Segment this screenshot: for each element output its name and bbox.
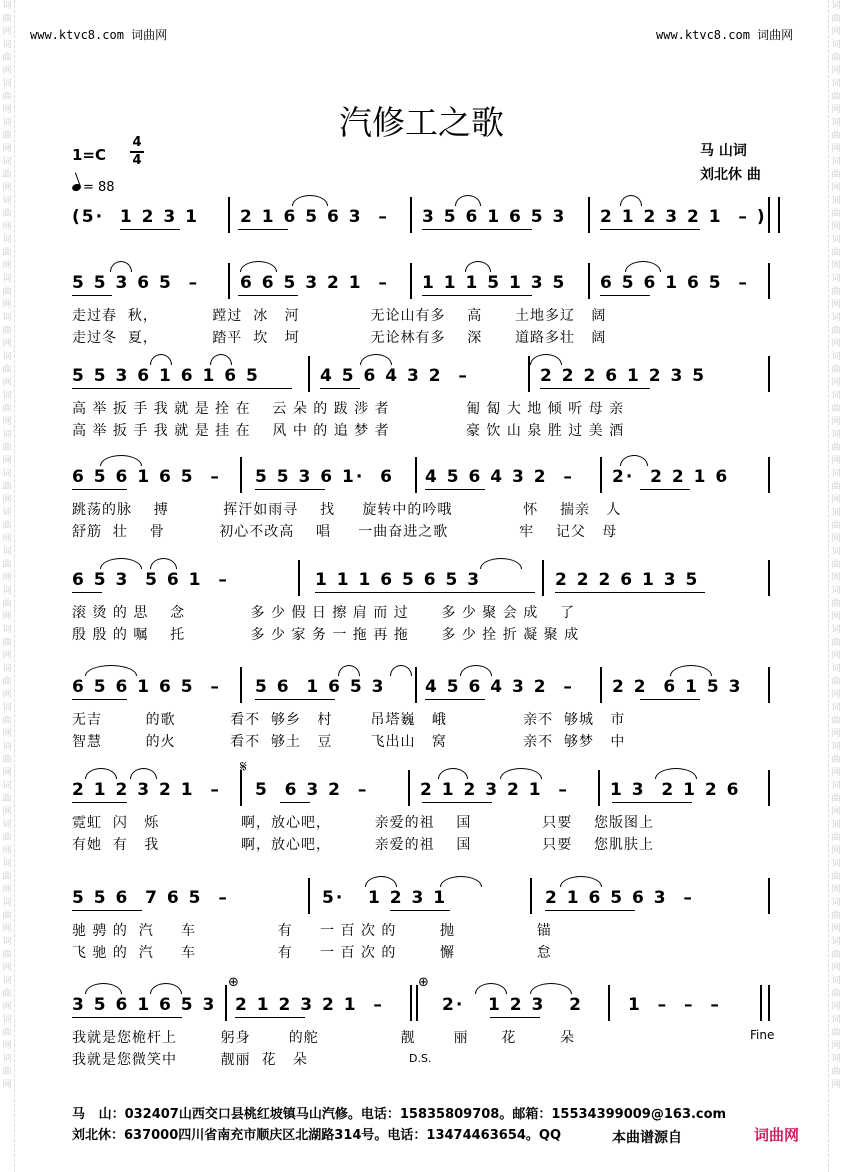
footer-contact-liu-beixiu: 刘北休：637000四川省南充市顺庆区北湖路314号。电话：13474463654。QQ — [72, 1128, 562, 1143]
bar-line — [240, 457, 242, 493]
song-title: 汽修工之歌 — [339, 103, 504, 142]
slur — [360, 354, 392, 365]
slur — [365, 876, 397, 887]
beam-underline — [490, 1017, 540, 1019]
slur — [85, 665, 137, 676]
measure: 6 6 5 3 2 1 – — [240, 273, 389, 293]
header-site-right[interactable]: www.ktvc8.com 词曲网 — [656, 28, 794, 42]
measure: 5 5 3 6 5 – — [72, 273, 200, 293]
bar-line — [768, 878, 770, 914]
slur — [500, 768, 542, 779]
measure: 5 6 3 2 – — [255, 780, 369, 800]
bar-line — [778, 197, 780, 233]
notes-row — [60, 273, 780, 297]
lyric-line: 高 举 扳 手 我 就 是 拴 在 云 朵 的 跋 涉 者 匍 匐 大 地 倾 听 母 亲 — [72, 401, 625, 417]
notes-row — [60, 570, 780, 594]
beam-underline — [72, 699, 127, 701]
beam-underline — [72, 1017, 182, 1019]
bar-line — [588, 197, 590, 233]
measure: 5 5 3 6 1 6 1 6 5 — [72, 366, 260, 386]
bar-line — [760, 985, 762, 1021]
lyric-line: 我就是您桅杆上 躬身 的舵 靓 丽 花 朵 — [72, 1030, 575, 1046]
beam-underline — [72, 489, 127, 491]
time-signature — [130, 136, 144, 168]
beam-underline — [315, 592, 535, 594]
notes-row — [60, 888, 780, 912]
measure: 5 5 3 6 1· 6 — [255, 467, 394, 487]
bar-line — [308, 356, 310, 392]
lyric-line: 跳荡的脉 搏 挥汗如雨寻 找 旋转中的吟哦 怀 揣亲 人 — [72, 502, 622, 518]
slur — [100, 455, 142, 466]
slur — [475, 983, 507, 994]
measure: 1 3 2 1 2 6 — [610, 780, 741, 800]
beam-underline — [640, 699, 700, 701]
ds-mark: D.S. — [409, 1052, 432, 1065]
bar-line — [598, 770, 600, 806]
lyric-line: 无吉 的歌 看不 够乡 村 吊塔巍 峨 亲不 够城 市 — [72, 712, 626, 728]
slur — [625, 261, 661, 272]
left-watermark-strip: 词曲网词曲网词曲网词曲网词曲网词曲网词曲网词曲网词曲网词曲网词曲网词曲网词曲网词曲网词曲网词曲网词曲网词曲网词曲网词曲网词曲网词曲网词曲网词曲网词曲网词曲网词曲网词曲网 — [0, 0, 15, 1172]
beam-underline — [390, 910, 450, 912]
slur — [460, 665, 492, 676]
slur — [150, 983, 182, 994]
notes-row — [60, 467, 780, 491]
lyric-line: 智慧 的火 看不 够土 豆 飞出山 窝 亲不 够梦 中 — [72, 734, 626, 750]
bar-line — [768, 263, 770, 299]
beam-underline — [425, 699, 485, 701]
header-site-left[interactable]: www.ktvc8.com 词曲网 — [30, 28, 168, 42]
footer-contact-ma-shan: 马 山：032407山西交口县桃红坡镇马山汽修。电话：15835809708。邮箱：15534399009@163.com — [72, 1107, 727, 1122]
bar-line — [768, 356, 770, 392]
measure: 2 1 2 3 2 1 – — [420, 780, 569, 800]
measure: 2 2 2 6 1 2 3 5 — [540, 366, 707, 386]
slur — [338, 665, 360, 676]
measure: 2 1 2 3 2 1 – — [72, 780, 221, 800]
bar-line — [416, 985, 418, 1021]
measure: 2· 2 2 1 6 — [612, 467, 730, 487]
bar-line — [408, 770, 410, 806]
tempo-value: = 88 — [83, 180, 115, 195]
beam-underline — [540, 388, 650, 390]
measure: 2 1 6 5 6 3 – — [545, 888, 694, 908]
beam-underline — [72, 802, 127, 804]
beam-underline — [422, 229, 532, 231]
lyric-line: 霓虹 闪 烁 啊，放心吧， 亲爱的祖 国 只要 您版图上 — [72, 815, 655, 831]
slur — [465, 261, 491, 272]
quarter-note-icon — [71, 183, 82, 193]
bar-line — [768, 197, 770, 233]
beam-underline — [555, 592, 705, 594]
measure: 2 1 2 3 2 1 – ) — [600, 207, 767, 227]
slur — [620, 455, 648, 466]
tempo-marking — [72, 180, 115, 195]
beam-underline — [545, 910, 635, 912]
lyric-line: 有她 有 我 啊，放心吧， 亲爱的祖 国 只要 您肌肤上 — [72, 837, 655, 853]
beam-underline — [238, 229, 288, 231]
lyric-line: 驰 骋 的 汽 车 有 一 百 次 的 抛 锚 — [72, 923, 552, 939]
slur — [655, 768, 697, 779]
beam-underline — [255, 489, 325, 491]
bar-line — [542, 560, 544, 596]
measure: (5· 1 2 3 1 — [72, 207, 199, 227]
beam-underline — [600, 229, 700, 231]
slur — [440, 876, 482, 887]
bar-line — [225, 985, 227, 1021]
beam-underline — [422, 295, 532, 297]
brand-logo[interactable]: 词曲网 — [754, 1126, 800, 1144]
lyric-line: 走过春 秋， 蹚过 冰 河 无论山有多 高 土地多辽 阔 — [72, 308, 607, 324]
lyric-line: 殷 殷 的 嘱 托 多 少 家 务 一 拖 再 拖 多 少 拴 折 凝 聚 成 — [72, 627, 580, 643]
slur — [100, 558, 142, 569]
bar-line — [768, 457, 770, 493]
beam-underline — [72, 388, 292, 390]
bar-line — [415, 457, 417, 493]
slur — [130, 768, 157, 779]
lyricist-credit: 马 山词 — [700, 143, 747, 159]
slur — [480, 558, 522, 569]
notes-row — [60, 207, 780, 231]
bar-line — [410, 197, 412, 233]
beam-underline — [600, 295, 650, 297]
bar-line — [768, 560, 770, 596]
beam-underline — [72, 910, 142, 912]
lyric-line: 我就是您微笑中 靓丽 花 朵 — [72, 1052, 308, 1068]
slur — [85, 768, 117, 779]
measure: 2 1 2 3 2 1 – — [235, 995, 384, 1015]
beam-underline — [422, 802, 492, 804]
bar-line — [298, 560, 300, 596]
measure: 1 1 1 5 1 3 5 — [422, 273, 567, 293]
slur — [110, 261, 132, 272]
time-top: 4 — [132, 135, 142, 150]
segno-mark: 𝄋 — [240, 757, 247, 776]
slur — [530, 983, 572, 994]
bar-line — [308, 878, 310, 914]
slur — [150, 354, 172, 365]
composer-credit: 刘北休 曲 — [700, 167, 761, 183]
bar-line — [768, 985, 770, 1021]
bar-line — [600, 457, 602, 493]
slur — [85, 983, 122, 994]
notes-row — [60, 366, 780, 390]
bar-line — [768, 667, 770, 703]
beam-underline — [235, 1017, 305, 1019]
bar-line — [530, 878, 532, 914]
slur — [210, 354, 232, 365]
measure: 5 5 6 7 6 5 – — [72, 888, 229, 908]
bar-line — [240, 667, 242, 703]
lyric-line: 滚 烫 的 思 念 多 少 假 日 擦 肩 而 过 多 少 聚 会 成 了 — [72, 605, 576, 621]
beam-underline — [255, 699, 335, 701]
beam-underline — [72, 592, 102, 594]
notes-row — [60, 677, 780, 701]
bar-line — [410, 985, 412, 1021]
measure: 6 5 6 1 6 5 – — [600, 273, 749, 293]
bar-line — [228, 197, 230, 233]
notes-row — [60, 780, 780, 804]
measure: 4 5 6 4 3 2 – — [425, 677, 574, 697]
coda-mark-1: ⊕ — [228, 975, 239, 990]
slur — [530, 354, 562, 365]
slur — [438, 768, 468, 779]
beam-underline — [320, 388, 360, 390]
measure: 2 2 2 6 1 3 5 — [555, 570, 700, 590]
slur — [390, 665, 412, 676]
measure: 4 5 6 4 3 2 – — [425, 467, 574, 487]
bar-line — [608, 985, 610, 1021]
slur — [150, 558, 177, 569]
beam-underline — [640, 489, 690, 491]
measure: 6 5 6 1 6 5 – — [72, 677, 221, 697]
beam-underline — [425, 489, 485, 491]
bar-line — [415, 667, 417, 703]
key-signature: 1=C — [72, 146, 107, 164]
slur — [670, 665, 712, 676]
beam-underline — [120, 229, 180, 231]
notes-row — [60, 995, 780, 1019]
measure: 4 5 6 4 3 2 – — [320, 366, 469, 386]
bar-line — [600, 667, 602, 703]
measure: 5· 1 2 3 1 — [322, 888, 448, 908]
lyric-line: 高 举 扳 手 我 就 是 挂 在 风 中 的 追 梦 者 豪 饮 山 泉 胜 过 美 酒 — [72, 423, 625, 439]
measure: 3 5 6 1 6 5 3 — [72, 995, 217, 1015]
beam-underline — [280, 802, 310, 804]
slur — [455, 195, 481, 206]
time-bottom: 4 — [132, 153, 142, 168]
measure: 2 2 6 1 5 3 — [612, 677, 743, 697]
measure: 6 5 3 5 6 1 – — [72, 570, 229, 590]
measure: 2 1 6 5 6 3 – — [240, 207, 389, 227]
bar-line — [410, 263, 412, 299]
measure: 3 5 6 1 6 5 3 — [422, 207, 567, 227]
measure: 6 5 6 1 6 5 – — [72, 467, 221, 487]
measure: 2· 1 2 3 2 — [442, 995, 583, 1015]
beam-underline — [612, 802, 692, 804]
beam-underline — [72, 295, 112, 297]
measure: 1 – – – — [628, 995, 721, 1015]
source-label: 本曲谱源自 — [612, 1130, 682, 1146]
bar-line — [228, 263, 230, 299]
fine-mark: Fine — [750, 1028, 775, 1042]
slur — [560, 876, 602, 887]
slur — [240, 261, 277, 272]
bar-line — [588, 263, 590, 299]
lyric-line: 飞 驰 的 汽 车 有 一 百 次 的 懈 怠 — [72, 945, 552, 961]
slur — [292, 195, 328, 206]
measure: 5 6 1 6 5 3 — [255, 677, 386, 697]
slur — [620, 195, 642, 206]
beam-underline — [238, 295, 298, 297]
right-watermark-strip: 词曲网词曲网词曲网词曲网词曲网词曲网词曲网词曲网词曲网词曲网词曲网词曲网词曲网词曲网词曲网词曲网词曲网词曲网词曲网词曲网词曲网词曲网词曲网词曲网词曲网词曲网词曲网词曲网 — [828, 0, 843, 1172]
lyric-line: 走过冬 夏， 踏平 坎 坷 无论林有多 深 道路多壮 阔 — [72, 330, 607, 346]
coda-mark-2: ⊕ — [418, 975, 429, 990]
bar-line — [768, 770, 770, 806]
lyric-line: 舒筋 壮 骨 初心不改高 唱 一曲奋进之歌 牢 记父 母 — [72, 524, 618, 540]
measure: 1 1 1 6 5 6 5 3 — [315, 570, 482, 590]
